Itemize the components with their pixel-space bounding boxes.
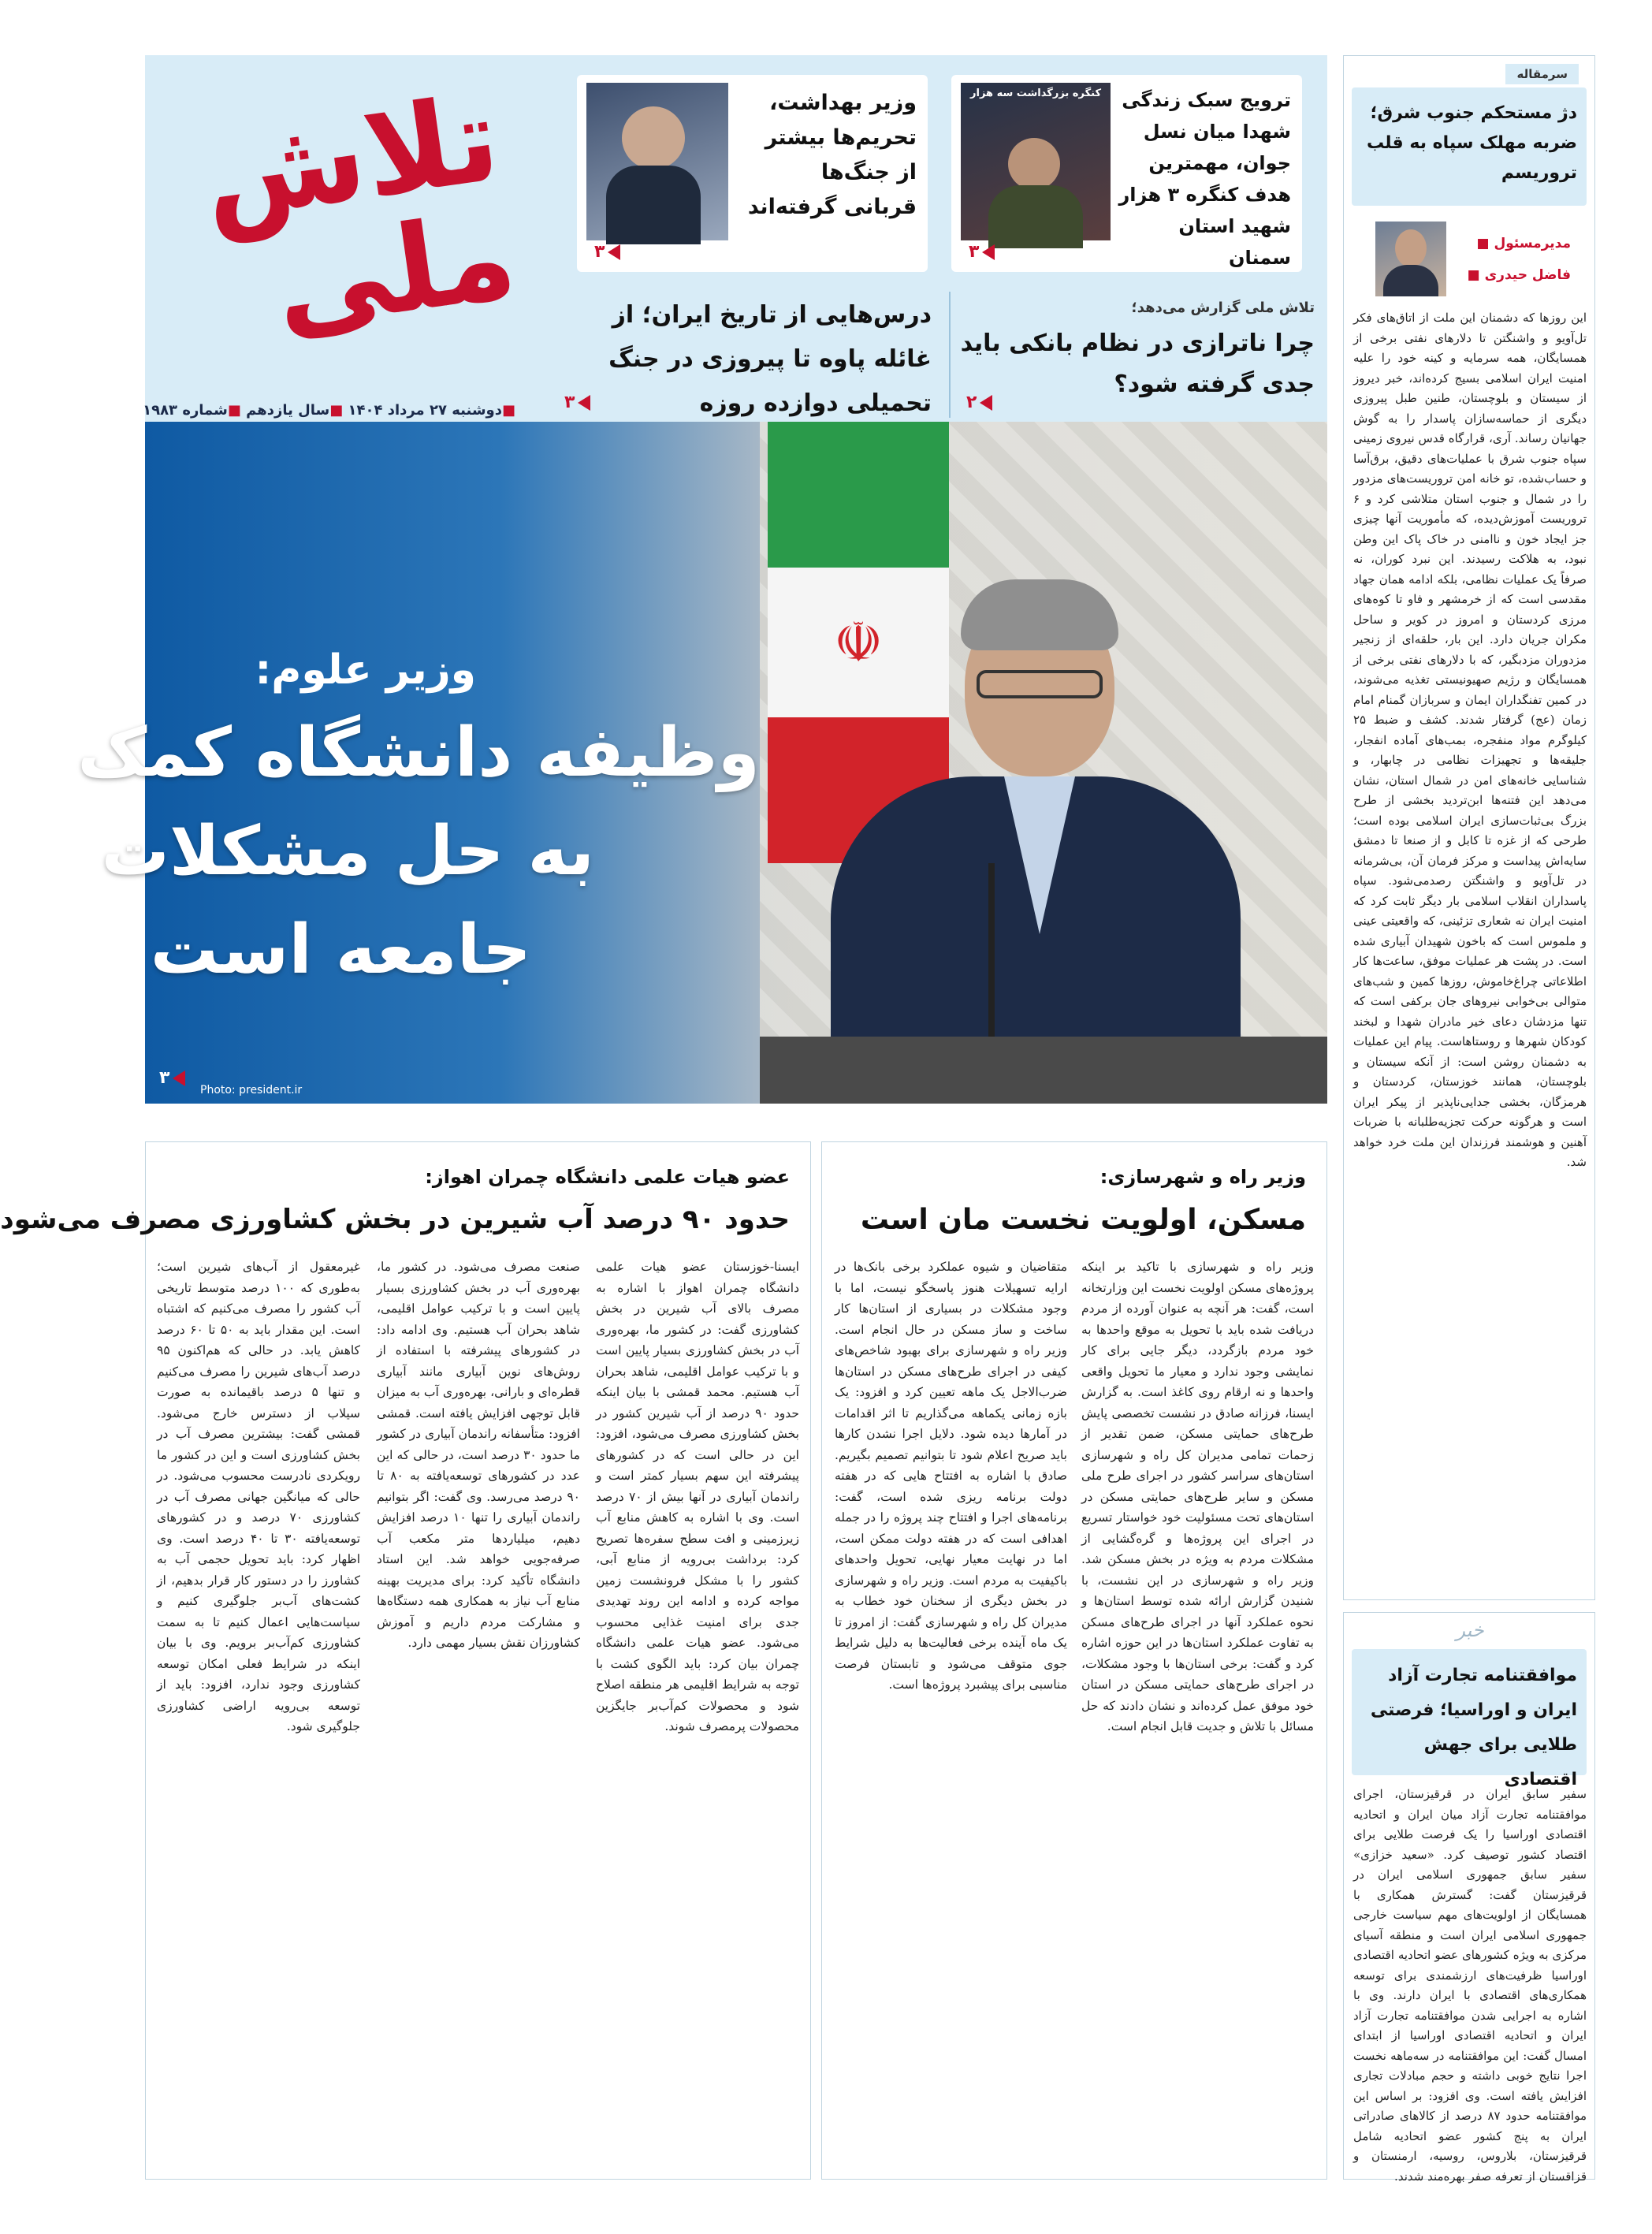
teaser-martyrs-page: ۳: [969, 242, 995, 262]
teaser-health-photo: [586, 83, 728, 240]
teaser-history[interactable]: [553, 284, 939, 418]
person-body: [606, 166, 701, 244]
teaser-history-title: درس‌هایی از تاریخ ایران؛ از غائله پاوه تا پیروزی در جنگ تحمیلی دوازده روزه: [608, 301, 932, 417]
hero-person: [815, 564, 1256, 1104]
water-title: حدود ۹۰ درصد آب شیرین در بخش کشاورزی مصرف می‌شود: [0, 1204, 790, 1235]
person-hair: [961, 579, 1118, 650]
hero-credit: Photo: president.ir: [200, 1084, 303, 1097]
news-title-box: [1352, 1649, 1587, 1789]
page-arrow-icon: [173, 1070, 185, 1086]
water-col-left: غیرمعقول از آب‌های شیرین است؛ به‌طوری که ۱۰۰ درصد متوسط تاریخی آب کشور را مصرف می‌کنیم که اشتباه است. این مقدار باید به ۵۰ تا ۶۰ درصد کاهش یابد. در حالی که هم‌اکنون ۹۵ درصد آب‌های شیرین را مصرف می‌کنیم و تنها ۵ درصد باقیمانده به صورت سیلاب از دسترس خارج می‌شود. قمشی گفت: بیشترین مصرف آب در بخش کشاورزی است و این در کشور ما رویکردی نادرست محسوب می‌شود. در حالی که میانگین جهانی مصرف آب در کشاورزی ۷۰ درصد و در کشورهای توسعه‌یافته ۳۰ تا ۴۰ درصد است. وی اظهار کرد: باید تحویل حجمی آب به کشاورز را در دستور کار قرار بدهیم، از کشت‌های آب‌بر جلوگیری کنیم و سیاست‌هایی اعمال کنیم تا به سمت کشاورزی کم‌آب‌بر برویم. وی با بیان اینکه در شرایط فعلی امکان توسعه کشاورزی وجود ندارد، افزود: باید از توسعه بی‌رویه اراضی کشاورزی جلوگیری شود.: [157, 1260, 361, 1733]
page-arrow-icon: [980, 395, 992, 411]
hero-headline-2: به حل مشکلات: [101, 812, 594, 891]
page-arrow-icon: [982, 244, 995, 260]
masthead: [145, 55, 523, 422]
teaser-banking-kicker: تلاش ملی گزارش می‌دهد؛: [1131, 300, 1315, 316]
author-name: فاضل حیدری ■: [1467, 267, 1571, 283]
desk: [760, 1037, 1327, 1104]
news-body: سفیر سابق ایران در قرقیزستان، اجرای موافقتنامه تجارت آزاد میان ایران و اتحادیه اقتصادی اوراسیا را یک فرصت طلایی برای اقتصاد کشور توصیف کرد. «سعید خزازی» سفیر سابق جمهوری اسلامی ایران در قرقیزستان گفت: گسترش همکاری با همسایگان از اولویت‌های مهم سیاست خارجی جمهوری اسلامی ایران است و منطقه آسیای مرکزی به ویژه کشورهای عضو اتحادیه اقتصادی اوراسیا ظرفیت‌های ارزشمندی برای توسعه همکاری‌های اقتصادی با ایران دارند. وی با اشاره به اجرایی شدن موافقتنامه تجارت آزاد ایران و اتحادیه اقتصادی اوراسیا از ابتدای امسال گفت: این موافقتنامه در سه‌ماهه نخست اجرا نتایج خوبی داشته و حجم مبادلات تجاری افزایش یافته است. وی افزود: بر اساس این موافقتنامه حدود ۸۷ درصد از کالاهای صادراتی ایران به پنج کشور عضو اتحادیه شامل قرقیزستان، بلاروس، روسیه، ارمنستان و قزاقستان از تعرفه صفر بهره‌مند شدند.: [1353, 1787, 1587, 2184]
hero[interactable]: [77, 422, 1327, 1104]
person-glasses: [977, 670, 1103, 698]
housing-col-left: متقاضیان و شیوه عملکرد برخی بانک‌ها در ارایه تسهیلات هنوز پاسخگو نیست، اما با وجود مشکلات در بسیاری از استان‌ها کار ساخت و ساز مسکن در حال انجام است. وزیر راه و شهرسازی برای بهبود شاخص‌های کیفی در اجرای طرح‌های مسکن در استان‌ها ضرب‌الاجل یک ماهه تعیین کرد و افزود: یک بازه زمانی یکماهه می‌گذاریم تا اثر اقدامات در آمارها دیده شود. دلایل اجرا نشدن کارها باید صریح اعلام شود تا بتوانیم تصمیم بگیریم. صادق با اشاره به افتتاح هایی که در هفته دولت برنامه ریزی شده است، گفت: برنامه‌های اجرا و افتتاح چند پروژه را در جمله اهدافی است که در هفته دولت ممکن است، اما در نهایت معیار نهایی، تحویل واحدهای باکیفیت به مردم است. وزیر راه و شهرسازی در بخش دیگری از سخنان خود خطاب به مدیران کل راه و شهرسازی گفت: از امروز تا یک ماه آینده برخی فعالیت‌ها به دلیل شرایط جوی متوقف می‌شود و تابستان فرصت مناسبی برای پیشبرد پروژه‌ها است.: [835, 1260, 1067, 1692]
teaser-banking[interactable]: [955, 284, 1326, 418]
page-arrow-icon: [608, 244, 620, 260]
date-row-1: ■دوشنبه ۲۷ مرداد ۱۴۰۴ ■سال یازدهم ■شماره ۱۹۸۳: [143, 402, 515, 419]
news-title: موافقتنامه تجارت آزاد ایران و اوراسیا؛ فرصتی طلایی برای جهش اقتصادی: [1370, 1666, 1577, 1789]
person-body: [988, 185, 1083, 248]
teaser-health-page: ۳: [594, 242, 620, 262]
teaser-health[interactable]: [577, 75, 928, 272]
water-kicker: عضو هیات علمی دانشگاه چمران اهواز:: [425, 1166, 790, 1188]
water-col-right: ایسنا-خوزستان عضو هیات علمی دانشگاه چمران اهواز با اشاره به مصرف بالای آب شیرین در بخش کشاورزی گفت: در کشور ما، بهره‌وری آب در بخش کشاورزی بسیار پایین است و با ترکیب عوامل اقلیمی، شاهد بحران آب هستیم. محمد قمشی با بیان اینکه حدود ۹۰ درصد از آب شیرین کشور در بخش کشاورزی مصرف می‌شود، افزود: این در حالی است که در کشورهای پیشرفته این سهم بسیار کمتر است و راندمان آبیاری در آنها بیش از ۷۰ درصد است. وی با اشاره به کاهش منابع آب زیرزمینی و افت سطح سفره‌ها تصریح کرد: برداشت بی‌رویه از منابع آبی، کشور را با مشکل فرونشست زمین مواجه کرده و ادامه این روند تهدیدی جدی برای امنیت غذایی محسوب می‌شود. عضو هیات علمی دانشگاه چمران بیان کرد: باید الگوی کشت با توجه به شرایط اقلیمی هر منطقه اصلاح شود و محصولات کم‌آب‌بر جایگزین محصولات پرمصرف شوند.: [596, 1260, 799, 1733]
teaser-banking-page: ۲: [966, 393, 992, 412]
logo: [161, 69, 524, 363]
hero-headline-3: جامعه است: [150, 910, 531, 989]
person-silhouette: [1008, 138, 1060, 190]
hero-headline-1: وظیفه دانشگاه کمک: [77, 713, 760, 792]
teaser-health-title: وزیر بهداشت، تحریم‌ها بیشتر از جنگ‌ها قربانی گرفته‌اند: [747, 91, 917, 219]
editorial-label: سرمقاله: [1505, 64, 1579, 84]
author-role: مدیرمسئول ■: [1476, 236, 1571, 251]
logo-text: تلاش ملی: [193, 69, 524, 357]
page-arrow-icon: [578, 395, 590, 411]
teaser-history-page: ۳: [564, 393, 590, 412]
editorial-body: این روزها که دشمنان این ملت از اتاق‌های فکر تل‌آویو و واشنگتن تا دلارهای نفتی برخی از همسایگان، همه سرمایه و کینه خود را علیه امنیت ایران اسلامی بسیج کرده‌اند، خبر دیروز از سیستان و بلوچستان، طنین طبل پیروزی دیگری از حماسه‌سازان پاسدار را به گوش جهانیان رساند. آری، قرارگاه قدس نیروی زمینی سپاه جنوب شرق با عملیات‌های دقیق، برق‌آسا و حساب‌شده، تو خانه امن تروریست‌های مزدور را در شمال و جنوب استان متلاشی کرد و ۶ تروریست آموزش‌دیده، که مأموریت آنها چیزی جز ایجاد خون و ناامنی در خاک پاک این وطن نبود، به هلاکت رسیدند. این نبرد کوران، نه صرفاً یک عملیات نظامی، بلکه ادامه همان جهاد مقدسی است که از خرمشهر و فاو تا کوه‌های مرزی کردستان و امروز در کویر و ساحل مکران جریان دارد. این بار، حلقه‌ای از زنجیر مزدوران مزدبگیر، که با دلارهای نفتی برخی از همسایگان و رژیم صهیونیستی تغذیه می‌شوند، در کمین تفنگداران ایمان و سربازان گمنام امام زمان (عج) گرفتار شدند. کشف و ضبط ۲۵ کیلوگرم مواد منفجره، بمب‌های آماده انفجار، جلیقه‌ها و تجهیزات نظامی در چابهار، و شناسایی خانه‌های امن در شمال استان، نشان می‌دهد این فتنه‌ها ابن‌تردید بخشی از طرح بزرگ بی‌ثبات‌سازی ایران اسلامی بوده است؛ طرحی که از غزه تا کابل و از صنعا تا دمشق سایه‌اش پیداست و مرکز فرمان آن، بی‌شرمانه در تل‌آویو و واشنگتن رصدمی‌شود. سپاه پاسداران انقلاب اسلامی بار دیگر ثابت کرد که امنیت ایران نه شعاری تزئینی، که واقعیتی عینی و ملموس است که باخون شهیدان آبیاری شده است. در پشت هر عملیات موفق، ساعت‌ها کار اطلاعاتی چراغ‌خاموش، روزها کمین و شب‌های متوالی بی‌خوابی نیروهای جان برکفی است که تنها مزدشان دعای خیر مادران شهدا و لبخند کودکان شهرها و روستاهاست. پیام این عملیات به دشمنان روشن است: از آنکه سیستان و بلوچستان، همانند خوزستان، کردستان و هرمزگان، بخشی جدایی‌ناپذیر از پیکر ایران است و هرگونه حرکت تجزیه‌طلبانه با ضربات آهنین و هوشمند فرزندان این ملت خرد خواهد شد.: [1353, 311, 1587, 1169]
teaser-martyrs-photo: [961, 83, 1111, 240]
teaser-martyrs-title: ترویج سبک زندگی شهدا میان نسل جوان، مهمترین هدف کنگره ۳ هزار شهید استان سمنان: [1118, 89, 1291, 269]
flag-emblem-icon: ☫: [833, 610, 884, 675]
water-col-middle: صنعت مصرف می‌شود. در کشور ما، بهره‌وری آب در بخش کشاورزی بسیار پایین است و با ترکیب عوامل اقلیمی، شاهد بحران آب هستیم. وی ادامه داد: در کشورهای پیشرفته با استفاده از روش‌های نوین آبیاری مانند آبیاری قطره‌ای و بارانی، بهره‌وری آب به میزان قابل توجهی افزایش یافته است. قمشی افزود: متأسفانه راندمان آبیاری در کشور ما حدود ۳۰ درصد است، در حالی که این عدد در کشورهای توسعه‌یافته به ۸۰ تا ۹۰ درصد می‌رسد. وی گفت: اگر بتوانیم راندمان آبیاری را تنها ۱۰ درصد افزایش دهیم، میلیاردها متر مکعب آب صرفه‌جویی خواهد شد. این استاد دانشگاه تأکید کرد: برای مدیریت بهینه منابع آب نیاز به همکاری همه دستگاه‌ها و مشارکت مردم داریم و آموزش کشاورزان نقش بسیار مهمی دارد.: [377, 1260, 580, 1650]
editorial: [1343, 55, 1595, 1600]
hero-kicker: وزیر علوم:: [255, 646, 476, 694]
housing-col-right: وزیر راه و شهرسازی با تاکید بر اینکه پروژه‌های مسکن اولویت نخست این وزارتخانه است، گفت: هر آنچه به عنوان آورده از مردم دریافت شده باید با تحویل به موقع واحدها به خود مردم بازگردد، دیگر جایی برای کار نمایشی وجود ندارد و معیار ما تحویل واقعی واحدها و نه ارقام روی کاغذ است. به گزارش ایسنا، فرزانه صادق در نشست تخصصی پایش طرح‌های حمایتی مسکن، ضمن تقدیر از زحمات تمامی مدیران کل راه و شهرسازی استان‌های سراسر کشور در اجرای طرح ملی مسکن و سایر طرح‌های حمایتی مسکن در استان‌های تحت مسئولیت خود خواستار تسریع در اجرای این پروژه‌ها و گره‌گشایی از مشکلات مردم به ویژه در بخش مسکن شد. وزیر راه و شهرسازی در این نشست، با شنیدن گزارش ارائه شده توسط استان‌ها و نحوه عملکرد آنها در اجرای طرح‌های مسکن به تفاوت عملکرد استان‌ها در این حوزه اشاره کرد و گفت: برخی استان‌ها با وجود مشکلات، در اجرای طرح‌های حمایتی مسکن در استان خود موفق عمل کرده‌اند و نشان دادند که حل مسائل با تلاش و جدیت قابل انجام است.: [1081, 1260, 1314, 1733]
article-housing: [821, 1141, 1327, 2180]
article-water: [0, 1141, 811, 2180]
housing-kicker: وزیر راه و شهرسازی:: [1099, 1166, 1306, 1188]
teaser-banking-title: چرا ناترازی در نظام بانکی باید جدی گرفته شود؟: [960, 330, 1315, 398]
editorial-title-box: [1352, 87, 1587, 206]
news-box: [1343, 1612, 1595, 2184]
author-photo: [1375, 222, 1446, 296]
microphone: [988, 863, 995, 1037]
divider-vertical: [949, 292, 951, 418]
housing-title: مسکن، اولویت نخست مان است: [860, 1204, 1306, 1236]
photo-caption-banner: کنگره بزرگداشت سه هزار: [970, 87, 1101, 99]
news-label: خبر: [1456, 1619, 1484, 1641]
teaser-martyrs[interactable]: [951, 75, 1302, 272]
editorial-title: دژ مستحکم جنوب شرق؛ ضربه مهلک سپاه به قلب تروریسم: [1367, 103, 1577, 183]
person-silhouette: [622, 106, 685, 169]
hero-page: ۳: [159, 1068, 185, 1088]
